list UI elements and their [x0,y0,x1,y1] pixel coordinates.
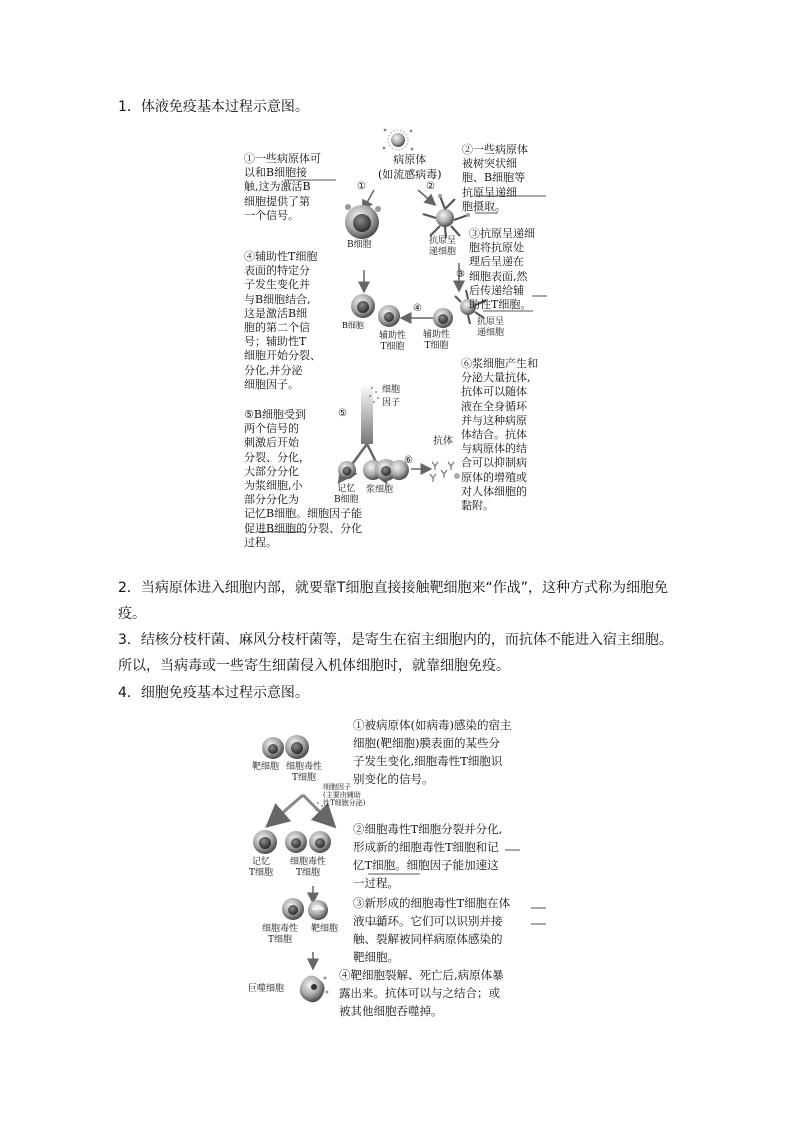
pathogen-label: 病原体 (如流感病毒) [378,153,442,181]
label-plasma-cell: 浆细胞 [366,485,394,495]
memory-t-cell-icon [253,830,277,854]
heading-humoral: 1．体液免疫基本过程示意图。 [118,99,309,115]
b-cell-small-icon [351,294,375,318]
virus-icon [383,129,414,151]
humoral-note-5: ⑤B细胞受到 两个信号的 刺激后开始 分裂、分化， 大部分分化 为浆细胞,小 部分分化为 记忆B细胞。细胞因子能 促进B细胞的分裂、分化 过程。 [244,408,363,549]
humoral-note-2: ②一些病原体 被树突状细 胞、B细胞等 抗原呈递细 胞摄取。 [462,143,528,213]
target-cell-2-icon [308,900,328,920]
helper-t-cell-right-icon [433,308,453,328]
heading-cellular: 4．细胞免疫基本过程示意图。 [118,685,309,701]
arrow-number-2: ② [426,181,435,192]
label-antigen-presenting-cell: 抗原呈 递细胞 [429,236,457,257]
cellular-note-2: ②细胞毒性T细胞分裂并分化, 形成新的细胞毒性T细胞和记 忆T细胞。细胞因子能加速这 一过程。 [353,822,503,890]
arrow-number-6: ⑥ [404,455,413,466]
cellular-note-3: ③新形成的细胞毒性T细胞在体 液中循环。它们可以识别并接 触、裂解被同样病原体感染的 靶细胞。 [353,896,511,964]
paragraph-cellular-immunity: 2．当病原体进入细胞内部，就要靠T细胞直接接触靶细胞来“作战”，这种方式称为细胞免疫。 [118,580,668,622]
label-memory-t-cell: 记忆 T细胞 [249,857,274,878]
cellular-note-4: ④靶细胞裂解、死亡后,病原体暴 露出来。抗体可以与之结合；或 被其他细胞吞噬掉。 [339,968,504,1018]
label-cytotoxic-t-cell-2: 细胞毒性 T细胞 [290,857,327,878]
arrow-number-4: ④ [413,303,422,314]
plasma-cell-icon [363,459,409,481]
humoral-note-3: ③抗原呈递细 胞将抗原处 理后呈递在 细胞表面,然 后传递给辅 助性T细胞。 [469,227,535,312]
humoral-note-4: ④辅助性T细胞 表面的特定分 子发生变化并 与B细胞结合, 这是激活B细 胞的第二个信 号；辅助性T 细胞开始分裂、 分化,并分泌 细胞因子。 [244,250,321,391]
label-helper-t-cell-right: 辅助性 T细胞 [423,330,451,351]
arrow-number-5: ⑤ [338,408,347,419]
humoral-note-6: ⑥浆细胞产生和 分泌大量抗体, 抗体可以随体 液在全身循环 并与这种病原 体结合。抗体 与病原体的结 合可以抑制病 原体的增殖或 对人体细胞的 黏附。 [461,357,538,513]
label-helper-t-cell: 辅助性 T细胞 [379,331,407,352]
macrophage-icon [300,975,329,1002]
label-cytokine: 细胞 因子 [382,385,401,408]
label-antigen-presenting-cell-2: 抗原呈 递细胞 [477,317,505,338]
antibody-icon [430,462,460,482]
label-cytotoxic-t-cell: 细胞毒性 T细胞 [286,762,323,783]
arrow-number-3: ③ [456,269,465,280]
label-cytokine-cellular: 细胞因子 (主要由辅助 性T细胞分泌) [323,783,366,807]
paragraph-intracellular-pathogens: 3．结核分枝杆菌、麻风分枝杆菌等，是寄生在宿主细胞内的，而抗体不能进入宿主细胞。所以，当病毒或一些寄生细菌侵入机体细胞时，就靠细胞免疫。 [118,632,673,674]
arrow-number-1: ① [357,181,366,192]
cellular-immunity-figure [0,700,794,1030]
cytotoxic-t-cell-3-icon [282,898,304,920]
label-target-cell-2: 靶细胞 [311,924,339,934]
label-b-cell: B细胞 [347,240,372,250]
cytotoxic-t-cell-2-icon [285,831,331,853]
label-target-cell: 靶细胞 [252,762,280,772]
humoral-note-1: ①一些病原体可 以和B细胞接 触,这为激活B 细胞提供了第 一个信号。 [244,152,321,222]
label-antibody: 抗体 [433,436,453,447]
cytotoxic-t-cell-icon [285,735,309,759]
target-cell-icon [262,737,284,759]
label-memory-b-cell: 记忆 B细胞 [334,484,359,505]
label-macrophage: 巨噬细胞 [248,984,285,994]
cellular-note-1: ①被病原体(如病毒)感染的宿主 细胞(靶细胞)膜表面的某些分 子发生变化,细胞毒性T细胞识 别变化的信号。 [353,718,512,786]
label-b-cell-small: B细胞 [342,321,364,330]
b-cell-icon [345,204,381,239]
helper-t-cell-icon [378,305,400,327]
label-cytotoxic-t-cell-3: 细胞毒性 T细胞 [262,924,299,945]
